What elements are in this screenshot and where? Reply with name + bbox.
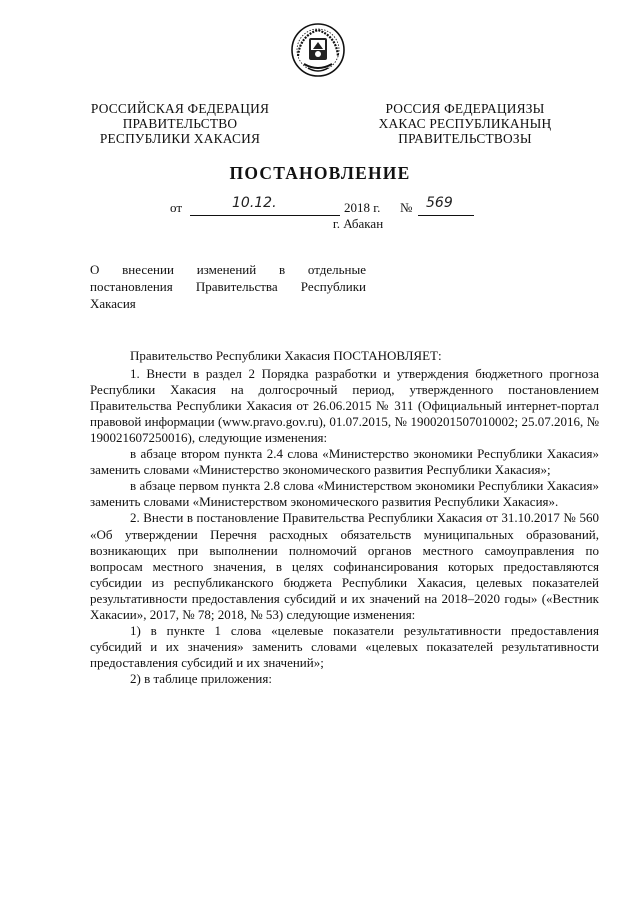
paragraph-1-b: в абзаце первом пункта 2.8 слова «Министерством экономики Республики Хакасия» заменить словами «Министерством экономического развития Республики Хакасия». (90, 478, 599, 510)
subject-word: внесении (122, 262, 174, 277)
subject-word: в (278, 262, 286, 277)
header-left (82, 101, 278, 146)
header-right-line2: ХАКАС РЕСПУБЛИКАНЫҢ (378, 116, 552, 131)
coat-of-arms-icon (290, 22, 346, 78)
paragraph-2-1: 1) в пункте 1 слова «целевые показатели результативности предоставления субсидий и их значения» заменить словами «целевых показателей результативности предоставления субсидий и их значений»; (90, 622, 599, 670)
handwritten-number: 569 (426, 195, 453, 211)
header-left-line2: ПРАВИТЕЛЬСТВО (122, 116, 238, 131)
header-right-line3: ПРАВИТЕЛЬСТВОЗЫ (398, 131, 532, 146)
subject-word: Республики (300, 279, 366, 294)
paragraph-2-2: 2) в таблице приложения: (130, 670, 272, 686)
document-title: ПОСТАНОВЛЕНИЕ (229, 163, 411, 183)
subject-word: постановления (90, 279, 173, 294)
header-right (358, 101, 572, 146)
handwritten-date: 10.12. (232, 195, 277, 211)
subject-block (90, 261, 366, 312)
subject-row-2 (90, 278, 366, 295)
date-field (190, 195, 340, 216)
subject-word: изменений (196, 262, 257, 277)
year-label: 2018 г. (344, 200, 381, 215)
number-field (418, 195, 474, 216)
city: г. Абакан (332, 216, 384, 231)
from-label: от (170, 200, 183, 215)
paragraph-2: 2. Внести в постановление Правительства Республики Хакасия от 31.10.2017 № 560 «Об утверждении Перечня расходных обязательств муниципальных образований, возникающих при выполнении полномочий органов местного самоуправления по вопросам местного значения, в целях софинансирования которых предоставляются субсидии из республиканского бюджета Республики Хакасия, целевых показателей результативности предоставления субсидий и их значений на 2018–2020 годы» («Вестник Хакасии», 2017, № 78; 2018, № 53) следующие изменения: (90, 510, 599, 622)
header-left-line3: РЕСПУБЛИКИ ХАКАСИЯ (99, 131, 261, 146)
subject-row-1 (90, 261, 366, 278)
document-body (90, 348, 599, 687)
paragraph-1: 1. Внести в раздел 2 Порядка разработки и утверждения бюджетного прогноза Республики Хакасия на долгосрочный период, утвержденного постановлением Правительства Республики Хакасия от 26.06.2015 № 311 (Официальный интернет-портал правовой информации (www.pravo.gov.ru), 01.07.2015, № 1900201507010002; 25.07.2016, № 190021607250016), следующие изменения: (90, 366, 599, 446)
subject-word: Правительства (195, 279, 278, 294)
subject-word: отдельные (307, 262, 366, 277)
subject-row-3: Хакасия (90, 296, 136, 311)
preamble: Правительство Республики Хакасия ПОСТАНОВЛЯЕТ: (130, 348, 442, 363)
number-label: № (400, 200, 413, 215)
subject-word: О (90, 262, 100, 277)
header-right-line1: РОССИЯ ФЕДЕРАЦИЯЗЫ (385, 101, 545, 116)
paragraph-1-a: в абзаце втором пункта 2.4 слова «Министерство экономики Республики Хакасия» заменить словами «Министерство экономического развития Республики Хакасия»; (90, 446, 599, 478)
header-left-line1: РОССИЙСКАЯ ФЕДЕРАЦИЯ (90, 101, 270, 116)
